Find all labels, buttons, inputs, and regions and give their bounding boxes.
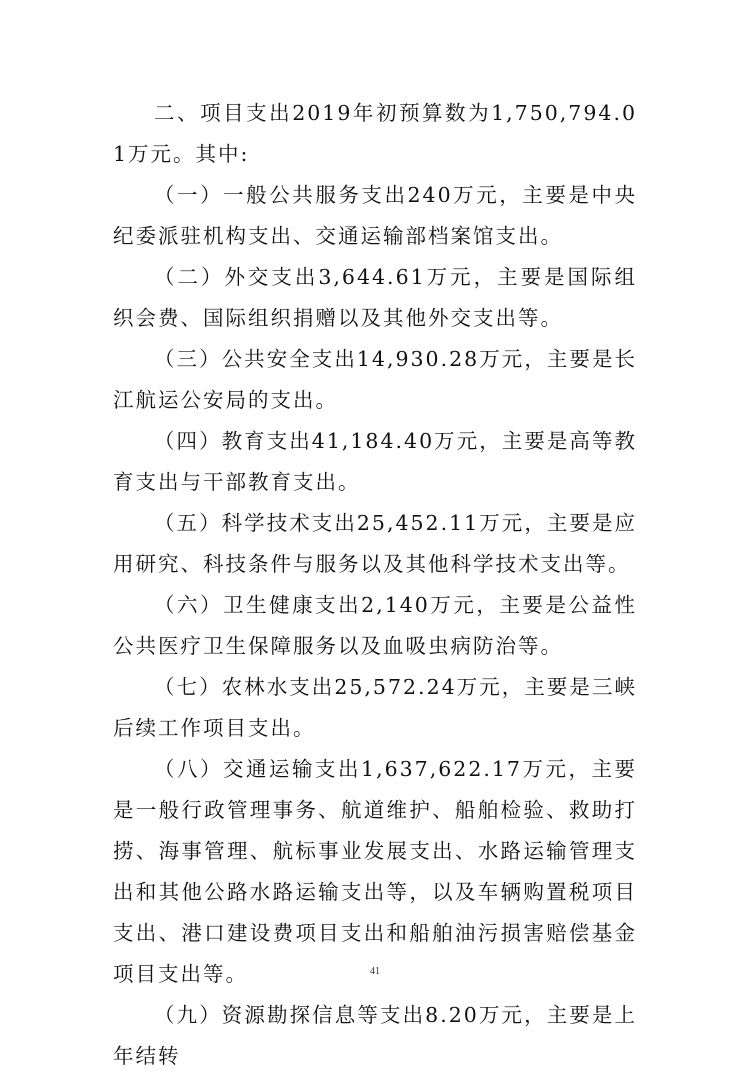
paragraph-public-security: （三）公共安全支出14,930.28万元，主要是长江航运公安局的支出。	[113, 347, 637, 412]
paragraph-diplomacy: （二）外交支出3,644.61万元，主要是国际组织会费、国际组织捐赠以及其他外交支出等。	[113, 265, 637, 330]
paragraph-transportation: （八）交通运输支出1,637,622.17万元，主要是一般行政管理事务、航道维护、船舶检验、救助打捞、海事管理、航标事业发展支出、水路运输管理支出和其他公路水路运输支出等，以及车辆购置税项目支出、港口建设费项目支出和船舶油污损害赔偿基金项目支出等。	[113, 757, 637, 986]
body-text	[113, 93, 637, 1077]
paragraph-project-expenditure: 二、项目支出2019年初预算数为1,750,794.01万元。其中:	[113, 101, 637, 166]
paragraph-agriculture-water: （七）农林水支出25,572.24万元，主要是三峡后续工作项目支出。	[113, 675, 637, 740]
paragraph-education: （四）教育支出41,184.40万元，主要是高等教育支出与干部教育支出。	[113, 429, 637, 494]
paragraph-general-public-services: （一）一般公共服务支出240万元，主要是中央纪委派驻机构支出、交通运输部档案馆支出。	[113, 183, 637, 248]
paragraph-health: （六）卫生健康支出2,140万元，主要是公益性公共医疗卫生保障服务以及血吸虫病防治等。	[113, 593, 637, 658]
paragraph-resource-exploration: （九）资源勘探信息等支出8.20万元，主要是上年结转	[113, 1003, 637, 1068]
paragraph-science-technology: （五）科学技术支出25,452.11万元，主要是应用研究、科技条件与服务以及其他科学技术支出等。	[113, 511, 637, 576]
page-number: 41	[370, 966, 380, 977]
